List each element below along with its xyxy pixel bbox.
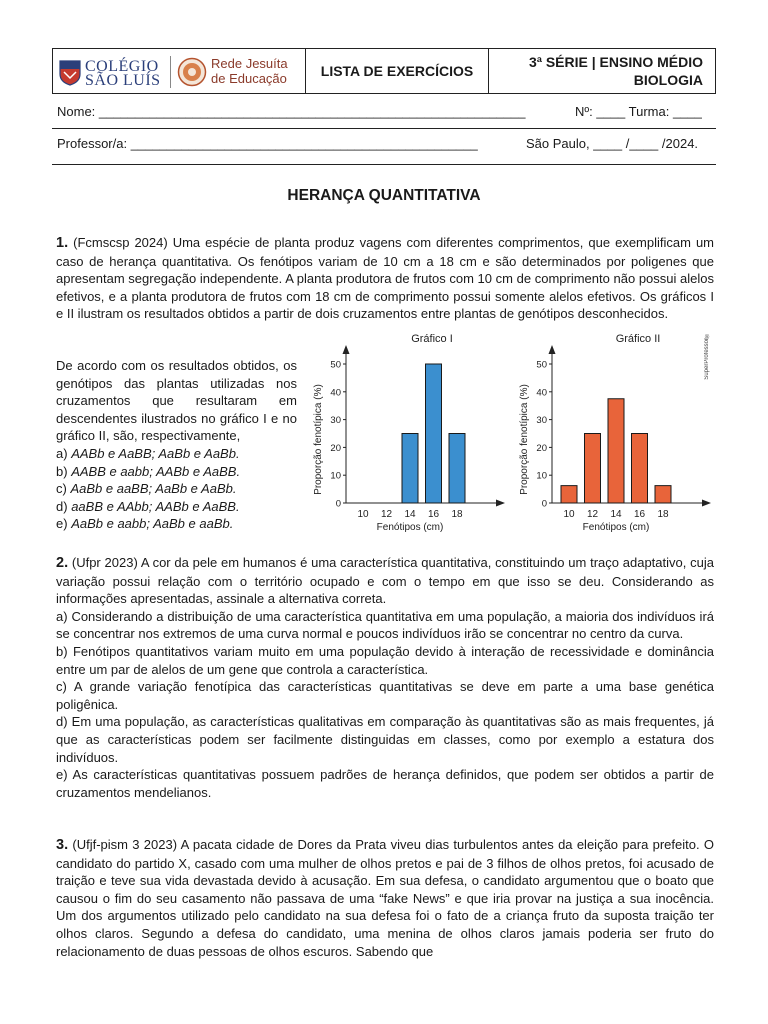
teacher-field: Professor/a: ________________________________________________ (57, 136, 478, 151)
question-2 (56, 554, 714, 801)
question-1-option-e: e) AaBb e aabb; AaBb e aaBb. (56, 516, 234, 532)
question-1-number: 1. (56, 235, 69, 251)
name-field: Nome: ___________________________________________________________ (57, 104, 526, 119)
chart2-bar (585, 434, 601, 504)
chart2-bar (632, 434, 648, 504)
chart2-y-tick-label: 50 (536, 359, 547, 371)
jesuit-seal-icon (177, 57, 207, 87)
chart1-x-tick-label: 16 (427, 509, 440, 520)
chart2-y-tick-label: 30 (536, 415, 547, 427)
question-2-option-e: e) As características quantitativas possuem padrões de herança definidos, que podem ser obtidos a partir de cruzamentos mendelianos. (56, 767, 714, 800)
chart1-x-tick-label: 12 (380, 509, 393, 520)
chart1-y-tick-label: 0 (335, 498, 341, 510)
chart1-x-tick-label: 10 (357, 509, 369, 520)
chart2-x-tick-label: 16 (633, 509, 646, 520)
chart1-x-label: Fenótipos (cm) (376, 522, 444, 533)
chart1-x-axis-arrow (496, 500, 505, 507)
header-box (52, 48, 716, 94)
subject-label: BIOLOGIA (633, 72, 703, 88)
chart1-y-tick-label: 20 (330, 442, 341, 454)
school-name-line2: SÃO LUÍS (85, 72, 161, 89)
chart1-x-tick-label: 14 (404, 509, 416, 520)
chart1-x-tick-label: 18 (451, 509, 463, 520)
chart2-y-tick-label: 20 (536, 442, 547, 454)
network-name-line2: de Educação (211, 71, 287, 86)
form-divider-1 (52, 128, 716, 129)
chart2-x-tick-label: 14 (610, 509, 622, 520)
chart1-bar (426, 364, 442, 503)
question-1-option-c: c) AaBb e aaBB; AaBb e AaBb. (56, 481, 237, 497)
chart2-x-tick-label: 12 (586, 509, 599, 520)
question-2-option-c: c) A grande variação fenotípica das características quantitativas se deve em parte a uma base genética poligênica. (56, 679, 714, 712)
logos-cell (53, 49, 306, 93)
chart1-bar (402, 434, 418, 504)
school-crest-icon (59, 60, 81, 86)
chart1-bar (449, 434, 465, 504)
question-3-number: 3. (56, 837, 69, 853)
chart2-x-label: Fenótipos (cm) (582, 522, 650, 533)
question-1-prompt-text: De acordo com os resultados obtidos, os genótipos das plantas utilizadas nos cruzamentos que resultaram em descendentes ilustrados no gráfico I e no gráfico II, são, respectivamente, (56, 358, 297, 444)
chart1-title: Gráfico I (411, 333, 453, 345)
question-1-stem (56, 234, 714, 323)
number-class-field: Nº: ____ Turma: ____ (575, 104, 702, 119)
page-title: HERANÇA QUANTITATIVA (287, 187, 481, 204)
form-divider-2 (52, 164, 716, 165)
question-3-text: (Ufjf-pism 3 2023) A pacata cidade de Dores da Prata viveu dias turbulentos antes da eleição para prefeito. O candidato do partido X, casado com uma mulher de olhos pretos e pai de 3 filhos de olhos pretos, foi acusado de traição e teve sua vida devastada devido à acusação. Em sua defesa, o candidato argumentou que o boato que causou o fim do seu casamento não passava de uma “fake News” e que iria provar na justiça a sua inocência. Um dos argumentos utilizado pelo candidato na sua defesa foi o fato de a criança fruto da suposta traição ter olhos claros. Segundo a defesa do candidato, uma menina de olhos claros jamais poderia ser fruto do relacionamento de duas pessoas de olhos escuros. Sabendo que (56, 837, 714, 959)
date-field: São Paulo, ____ /____ /2024. (526, 136, 699, 151)
question-1-option-a: a) AABb e AaBB; AaBb e AaBb. (56, 445, 240, 461)
grade-label: 3ª SÉRIE | ENSINO MÉDIO (528, 54, 703, 70)
school-name-line1: COLÉGIO (85, 58, 159, 75)
chart2-x-tick-label: 18 (657, 509, 669, 520)
question-1-prompt (56, 357, 297, 533)
question-2-option-d: d) Em uma população, as características qualitativas em comparação às quantitativas são as mais frequentes, já que as características podem ser facilmente distinguidas em classes, como por exemplo a estatura dos indivíduos. (56, 714, 714, 765)
doc-type: LISTA DE EXERCÍCIOS (306, 49, 489, 93)
chart2-y-axis-arrow (549, 345, 556, 354)
question-1-option-b: b) AABB e aabb; AABb e AaBB. (56, 463, 241, 479)
chart2-y-tick-label: 10 (536, 470, 547, 482)
question-3 (56, 836, 714, 960)
chart1-y-label: Proporção fenotípica (%) (313, 384, 324, 495)
chart2-x-axis-arrow (702, 500, 711, 507)
chart2-bar (608, 399, 624, 503)
question-2-stem (56, 554, 714, 608)
chart-credit: SuperProfessor® (704, 332, 710, 380)
chart1-y-tick-label: 40 (330, 387, 341, 399)
chart2-y-tick-label: 40 (536, 387, 547, 399)
chart2-y-label: Proporção fenotípica (%) (519, 384, 530, 495)
chart1-y-axis-arrow (343, 345, 350, 354)
network-name-line1: Rede Jesuíta (211, 56, 288, 71)
chart2-bar (655, 486, 671, 503)
question-1-option-d: d) aaBB e AAbb; AABb e AaBB. (56, 498, 240, 514)
chart1-y-tick-label: 10 (330, 470, 341, 482)
chart2-x-tick-label: 10 (563, 509, 575, 520)
logo-divider (170, 56, 171, 88)
chart2-title: Gráfico II (615, 333, 661, 345)
question-1-text: (Fcmscsp 2024) Uma espécie de planta produz vagens com diferentes comprimentos, que exemplificam um caso de herança quantitativa. Os fenótipos variam de 10 cm a 18 cm e são determinados por poligenes que apresentam segregação independente. A planta produtora de frutos com 10 cm de comprimento não possui alelos efetivos, e a planta produtora de frutos com 18 cm de comprimento possui somente alelos efetivos. Os gráficos I e II ilustram os resultados obtidos a partir de dois cruzamentos entre plantas de genótipos desconhecidos. (56, 235, 714, 322)
question-2-text: (Ufpr 2023) A cor da pele em humanos é uma característica quantitativa, constituindo um traço adaptativo, cuja variação possui relação com o território ocupado e com o tempo em que isso se deu. Considerando as informações apresentadas, assinale a alternativa correta. (56, 555, 714, 607)
phenotype-charts (290, 330, 720, 535)
question-2-option-b: b) Fenótipos quantitativos variam muito em uma população devido à interação de recessividade e dominância entre um par de alelos de um gene que controla a característica. (56, 643, 714, 677)
question-2-number: 2. (56, 555, 69, 571)
chart2-bar (561, 486, 577, 503)
grade-subject-cell (489, 49, 715, 93)
chart1-y-tick-label: 30 (330, 415, 341, 427)
question-2-option-a: a) Considerando a distribuição de uma característica quantitativa em uma população, a maioria dos indivíduos irá se concentrar nos extremos de uma curva normal e poucos indivíduos irão se concentrar no centro da curva. (56, 608, 714, 642)
chart1-y-tick-label: 50 (330, 359, 341, 371)
chart2-y-tick-label: 0 (541, 498, 547, 510)
